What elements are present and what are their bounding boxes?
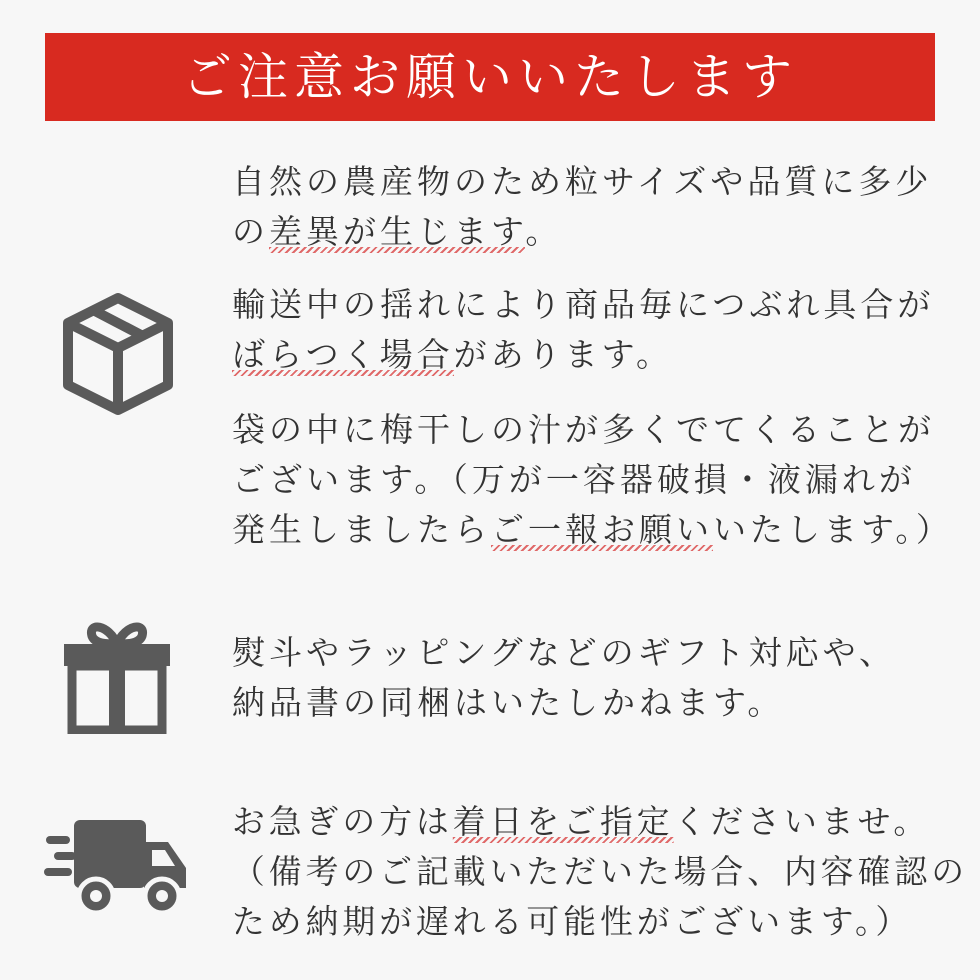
note-line [232, 330, 934, 380]
note-line [232, 207, 932, 257]
note-line: 袋の中に梅干しの汁が多くでてくることが [232, 410, 935, 449]
note-line: 自然の農産物のため粒サイズや品質に多少 [232, 162, 933, 201]
note-text: の [232, 212, 269, 251]
highlighted-text: ご一報お願い [491, 510, 713, 549]
note-line: （備考のご記載いただいた場合、内容確認の [232, 852, 968, 891]
note-text: 発生しましたら [232, 510, 491, 549]
header-banner [45, 33, 935, 121]
note-line: 熨斗やラッピングなどのギフト対応や、 [232, 633, 897, 672]
note-line: 納品書の同梱はいたしかねます。 [232, 683, 785, 722]
box-icon [62, 292, 174, 416]
note-line: ございます。（万が一容器破損・液漏れが [232, 460, 916, 499]
note-line: ため納期が遅れる可能性がございます。） [232, 902, 913, 941]
note-transport-damage [232, 280, 934, 380]
highlighted-text: 差異が生じます [269, 212, 526, 251]
highlighted-text: ばらつく場合 [232, 335, 454, 374]
note-text: 。 [525, 212, 563, 251]
note-gift-service [232, 628, 896, 728]
banner-title: ご注意お願いいたします [182, 48, 798, 106]
note-text: くださいませ。 [673, 802, 931, 841]
note-line [232, 505, 953, 555]
note-text: お急ぎの方は [232, 802, 453, 841]
delivery-truck-icon [44, 816, 190, 920]
note-line [232, 797, 968, 847]
highlighted-text: 着日をご指定 [452, 802, 674, 841]
note-juice-leak [232, 405, 953, 555]
note-text: いたします。） [713, 510, 953, 549]
note-line: 輸送中の揺れにより商品毎につぶれ具合が [232, 285, 935, 324]
note-delivery-date [232, 797, 968, 947]
note-natural-variation [232, 157, 932, 257]
note-text: があります。 [453, 335, 674, 374]
gift-icon [62, 618, 172, 734]
